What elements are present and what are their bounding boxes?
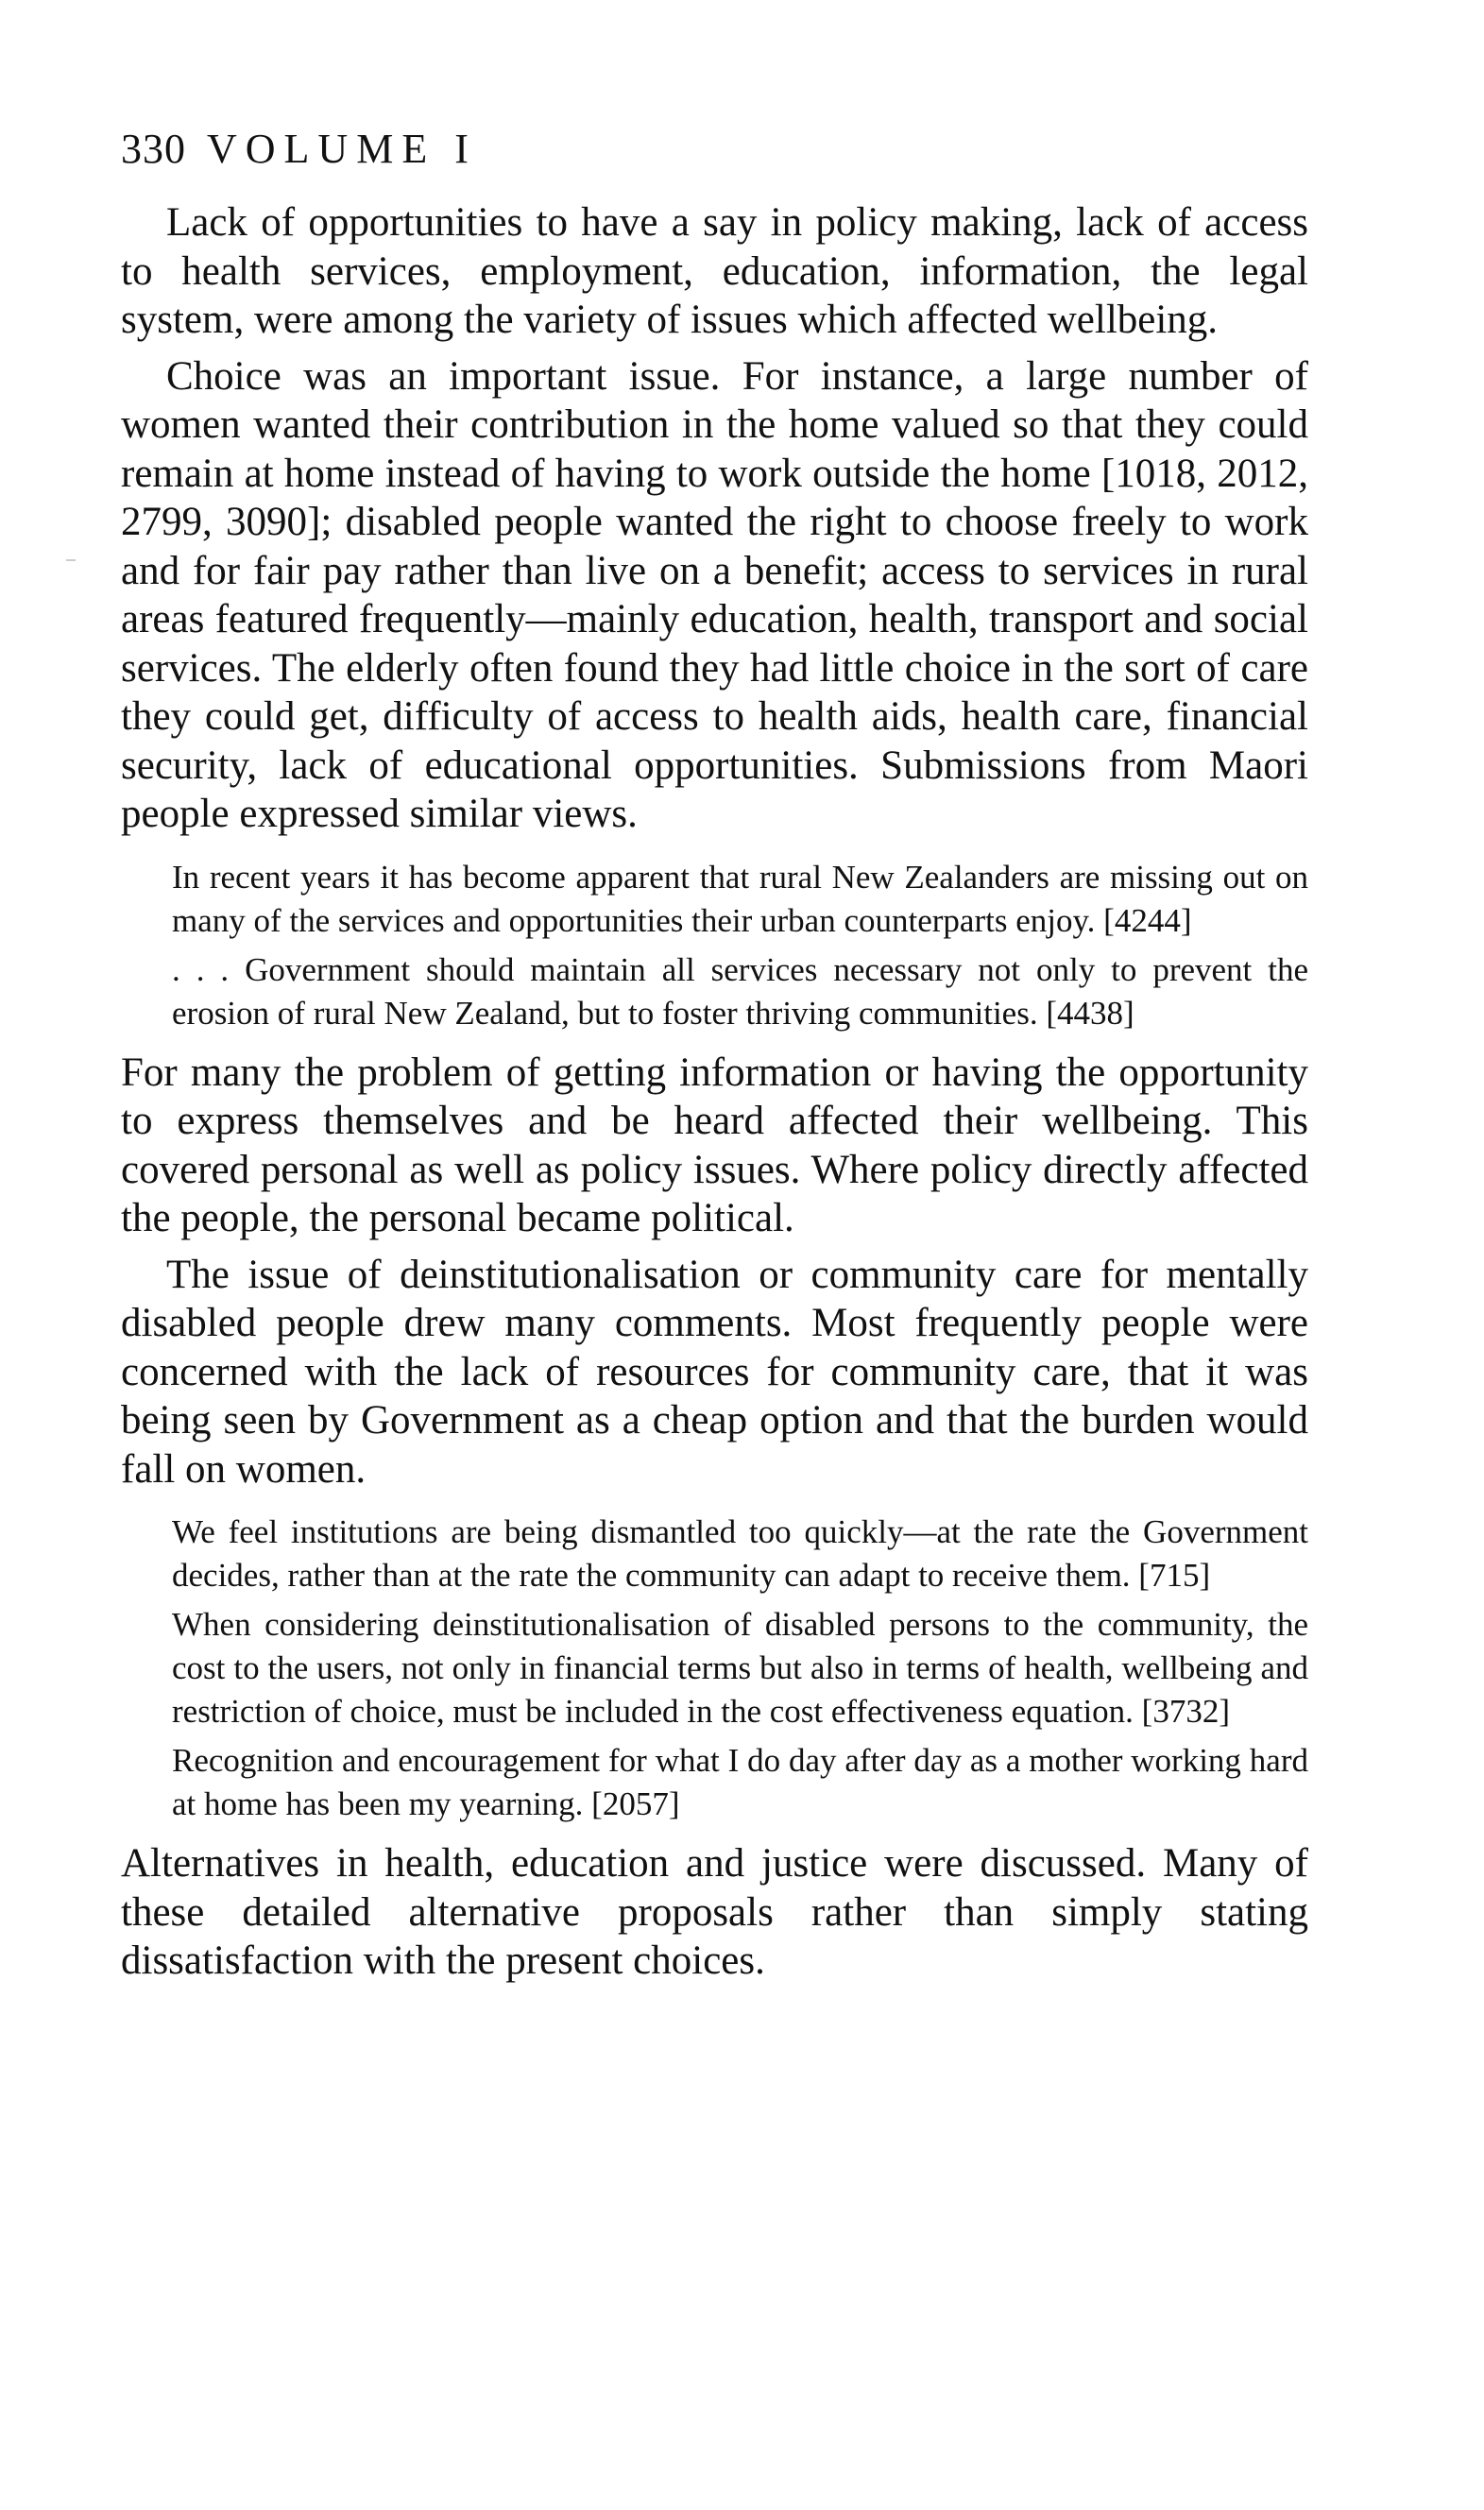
page-number: 330 (121, 126, 186, 172)
quote-4438: . . . Government should maintain all services necessary not only to prevent the erosion of rural New Zealand, but to foster thriving communities. [4438] (172, 950, 1308, 1032)
body-text (121, 198, 1308, 1986)
quote-3732: When considering deinstitutionalisation of disabled persons to the community, the cost to the users, not only in financial terms but also in terms of health, wellbeing and restriction of choice, must be included in the cost effectiveness equation. [3732] (172, 1606, 1308, 1730)
volume-label: VOLUME I (207, 126, 477, 172)
running-head (121, 123, 477, 176)
paragraph-information: For many the problem of getting information or having the opportunity to express themselves and be heard affected their wellbeing. This covered personal as well as policy issues. Where policy directly affected the people, the personal became political. (121, 1050, 1308, 1240)
quote-4244: In recent years it has become apparent that rural New Zealanders are missing out on many of the services and opportunities their urban counterparts enjoy. [4244] (172, 858, 1308, 939)
quote-2057: Recognition and encouragement for what I do day after day as a mother working hard at home has been my yearning. [2057] (172, 1742, 1308, 1822)
paragraph-deinstitutionalisation: The issue of deinstitutionalisation or community care for mentally disabled people drew many comments. Most frequently people were concerned with the lack of resources for community care, that it was being seen by Government as a cheap option and that the burden would fall on women. (121, 1252, 1308, 1492)
paragraph-choice: Choice was an important issue. For instance, a large number of women wanted their contribution in the home valued so that they could remain at home instead of having to work outside the home [1018, 2012, 2799, 3090]; disabled people wanted the right to choose freely to work and for fair pay rather than live on a benefit; access to services in rural areas featured frequently—mainly education, health, transport and social services. The elderly often found they had little choice in the sort of care they could get, difficulty of access to health aids, health care, financial security, lack of educational opportunities. Submissions from Maori people expressed similar views. (121, 353, 1308, 836)
quote-715: We feel institutions are being dismantled too quickly—at the rate the Government decides, rather than at the rate the community can adapt to receive them. [715] (172, 1513, 1308, 1594)
paragraph-alternatives: Alternatives in health, education and justice were discussed. Many of these detailed alternative proposals rather than simply stating dissatisfaction with the present choices. (121, 1841, 1308, 1983)
margin-mark (66, 559, 76, 561)
paragraph-lack-of-opportunities: Lack of opportunities to have a say in policy making, lack of access to health services, employment, education, information, the legal system, were among the variety of issues which affected wellbeing. (121, 200, 1308, 342)
